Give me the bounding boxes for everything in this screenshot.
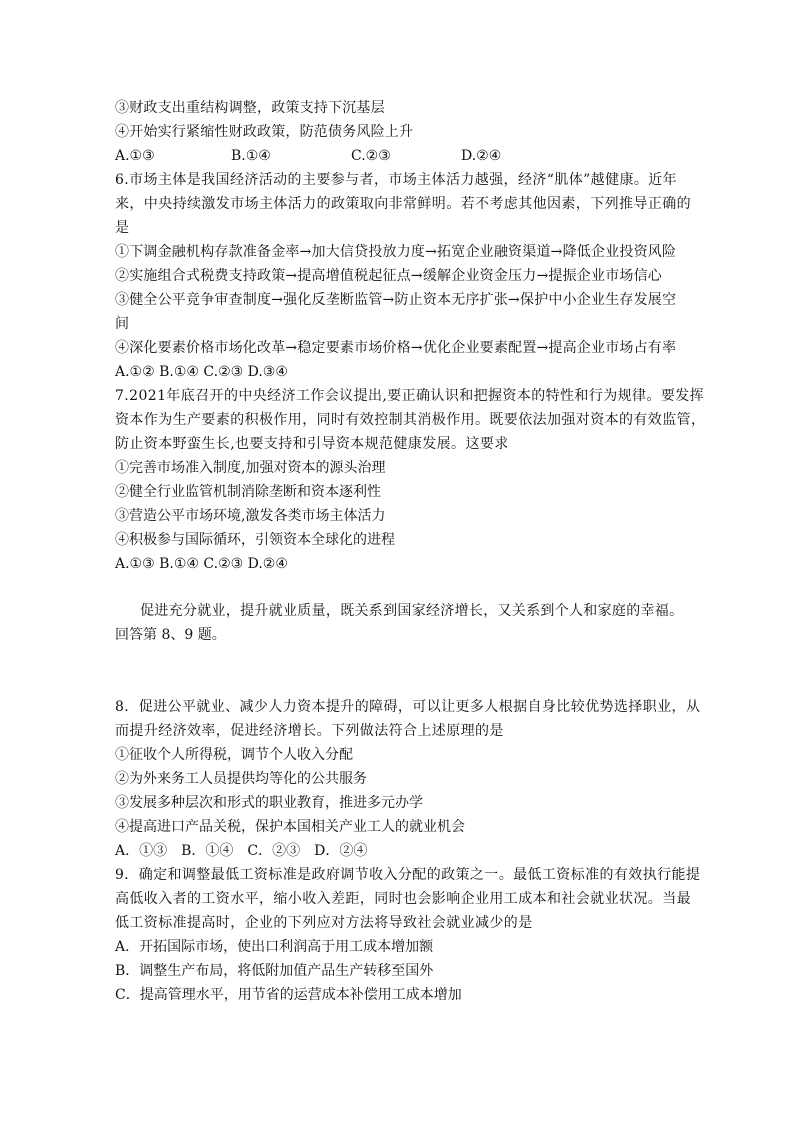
q6-option-3-line-1: ③健全公平竞争审查制度→强化反垄断监管→防止资本无序扩张→保护中小企业生存发展空 [115,292,677,308]
q9-option-a: A．开拓国际市场，使出口利润高于用工成本增加额 [115,939,434,955]
q8-choices: A．①③ B．①④ C．②③ D．②④ [115,843,368,859]
q5-choice-c: C.②③ [351,148,391,164]
q6-stem-line-1: 6.市场主体是我国经济活动的主要参与者，市场主体活力越强，经济“肌体”越健康。近年 [115,172,678,188]
q5-choice-d: D.②④ [461,148,502,164]
q6-option-3-line-2: 间 [115,316,130,332]
q7-option-3: ③营造公平市场环境,激发各类市场主体活力 [115,508,386,524]
q9-option-c: C．提高管理水平，用节省的运营成本补偿用工成本增加 [115,987,462,1003]
q8-stem-line-1: 8．促进公平就业、减少人力资本提升的障碍，可以让更多人根据自身比较优势选择职业，从 [115,699,701,715]
q5-choices [115,146,615,166]
intro-line-1: 促进充分就业，提升就业质量，既关系到国家经济增长，又关系到个人和家庭的幸福。 [140,603,684,619]
q6-option-2: ②实施组合式税费支持政策→提高增值税起征点→缓解企业资金压力→提振企业市场信心 [115,268,662,284]
q7-stem-line-3: 防止资本野蛮生长,也要支持和引导资本规范健康发展。这要求 [115,436,509,452]
q7-option-2: ②健全行业监管机制消除垄断和资本逐利性 [115,484,381,500]
q8-stem-line-2: 而提升经济效率，促进经济增长。下列做法符合上述原理的是 [115,723,504,739]
q6-option-1: ①下调金融机构存款准备金率→加大信贷投放力度→拓宽企业融资渠道→降低企业投资风险 [115,244,677,260]
q7-stem-line-2: 资本作为生产要素的积极作用，同时有效控制其消极作用。既要依法加强对资本的有效监管， [115,412,706,428]
q5-choice-a: A.①③ [115,148,155,164]
q6-stem-line-2: 来，中央持续激发市场主体活力的政策取向非常鲜明。若不考虑其他因素，下列推导正确的 [115,196,691,212]
q5-option-3: ③财政支出重结构调整，政策支持下沉基层 [115,100,385,116]
q6-choices: A.①② B.①④ C.②③ D.③④ [115,364,288,380]
q7-choices: A.①③ B.①④ C.②③ D.②④ [115,556,288,572]
q9-stem-line-3: 低工资标准提高时，企业的下列应对方法将导致社会就业减少的是 [115,915,533,931]
q5-choice-b: B.①④ [231,148,271,164]
q8-option-2: ②为外来务工人员提供均等化的公共服务 [115,771,367,787]
q7-option-1: ①完善市场准入制度,加强对资本的源头治理 [115,460,386,476]
q8-option-4: ④提高进口产品关税，保护本国相关产业工人的就业机会 [115,819,465,835]
intro-line-2: 回答第 8、9 题。 [115,627,226,643]
q9-option-b: B．调整生产布局，将低附加值产品生产转移至国外 [115,963,434,979]
q5-option-4: ④开始实行紧缩性财政政策，防范债务风险上升 [115,124,414,140]
q6-option-4: ④深化要素价格市场化改革→稳定要素市场价格→优化企业要素配置→提高企业市场占有率 [115,340,677,356]
q8-option-1: ①征收个人所得税，调节个人收入分配 [115,747,353,763]
q7-stem-line-1: 7.2021年底召开的中央经济工作会议提出,要正确认识和把握资本的特性和行为规律。要发挥 [115,388,705,404]
q6-stem-line-3: 是 [115,220,130,236]
q9-stem-line-1: 9．确定和调整最低工资标准是政府调节收入分配的政策之一。最低工资标准的有效执行能提 [115,867,701,883]
q8-option-3: ③发展多种层次和形式的职业教育，推进多元办学 [115,795,423,811]
q7-option-4: ④积极参与国际循环，引领资本全球化的进程 [115,532,395,548]
q9-stem-line-2: 高低收入者的工资水平，缩小收入差距，同时也会影响企业用工成本和社会就业状况。当最 [115,891,691,907]
